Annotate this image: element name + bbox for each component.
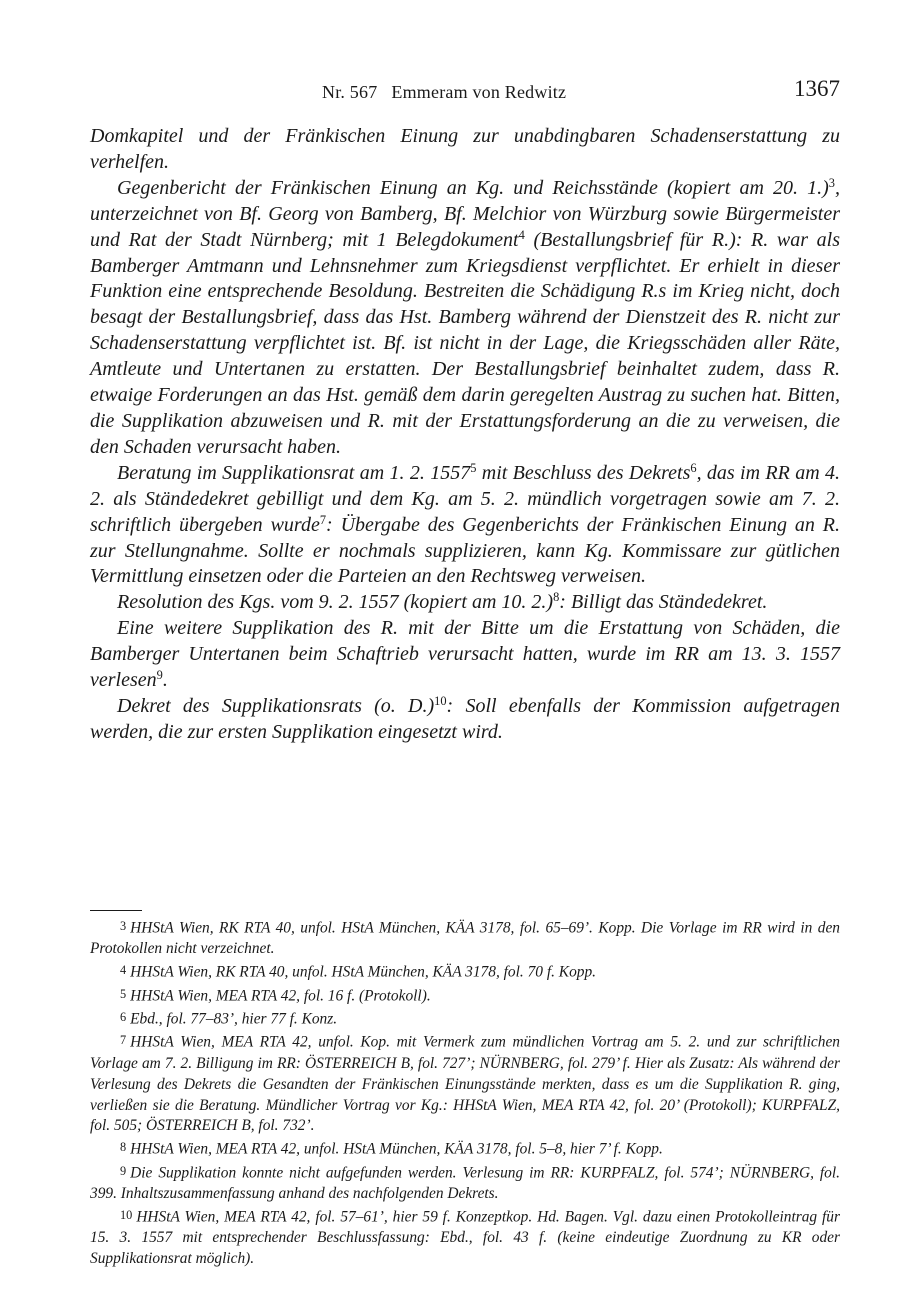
footnote-text: HHStA Wien, RK RTA 40, unfol. HStA München, KÄA 3178, fol. 70 f. Kopp. [130, 963, 596, 981]
footnote-text: HHStA Wien, MEA RTA 42, unfol. HStA München, KÄA 3178, fol. 5–8, hier 7’ f. Kopp. [130, 1140, 663, 1158]
text-run: Resolution des Kgs. vom 9. 2. 1557 (kopiert am 10. 2.) [117, 591, 554, 614]
document-number: Nr. 567 [322, 82, 378, 102]
footnote-number: 6 [120, 1009, 127, 1024]
running-head [322, 82, 566, 103]
running-header [90, 74, 840, 114]
footnote-ref-4: 4 [518, 227, 525, 242]
footnote [90, 1137, 840, 1160]
text-run: Beratung im Supplikationsrat am 1. 2. 1557 [117, 461, 471, 484]
footnote-text: HHStA Wien, RK RTA 40, unfol. HStA München, KÄA 3178, fol. 65–69’. Kopp. Die Vorlage im RR wird in den Protokollen nicht verzeichnet. [90, 919, 840, 958]
text-run: mit Beschluss des Dekrets [476, 461, 691, 484]
footnote-ref-8: 8 [553, 590, 560, 605]
paragraph-continuation: Domkapitel und der Fränkischen Einung zur unabdingbaren Schadenserstattung zu verhelfen. [90, 125, 840, 173]
footnote [90, 1030, 840, 1137]
footnote-number: 4 [120, 963, 127, 978]
footnote-ref-9: 9 [156, 668, 163, 683]
text-run: , unterzeichnet von Bf. Georg von Bamberg, Bf. Melchior von Würzburg sowie Bürgermeister und Rat der Stadt Nürnberg; mit 1 Belegdokument [90, 176, 840, 251]
text-run: , das im RR am 4. 2. als Ständedekret gebilligt und dem Kg. am 5. 2. mündlich vorgetragen sowie am 7. 2. schriftlich übergeben wurde [90, 461, 840, 536]
page-number: 1367 [794, 76, 840, 101]
text-run: Dekret des Supplikationsrats (o. D.) [117, 694, 435, 717]
footnote-ref-6: 6 [690, 460, 697, 475]
footnote-ref-3: 3 [828, 176, 835, 190]
footnote-text: HHStA Wien, MEA RTA 42, unfol. Kop. mit Vermerk zum mündlichen Vortrag am 5. 2. und zur schriftlichen Vorlage am 7. 2. Billigung im RR: ÖSTERREICH B, fol. 727’; NÜRNBERG, fol. 279’ f. Hier als Zusatz: Als während der Verlesung des Dekrets die Gesandten der Fränkischen Einungsstände merkten, dass es um die Supplikation R. ging, verließen sie die Beratung. Mündlicher Vortrag vor Kg.: HHStA Wien, MEA RTA 42, fol. 20’ (Protokoll); KURPFALZ, fol. 505; ÖSTERREICH B, fol. 732’. [90, 1033, 840, 1135]
footnote-text: Die Supplikation konnte nicht aufgefunden werden. Verlesung im RR: KURPFALZ, fol. 574’; NÜRNBERG, fol. 399. Inhaltszusammenfassung anhand des nachfolgenden Dekrets. [90, 1164, 840, 1203]
paragraph-resolution [90, 590, 840, 616]
footnotes [90, 916, 840, 1270]
main-text [90, 124, 840, 746]
paragraph-dekret [90, 694, 840, 746]
footnote-ref-7: 7 [319, 512, 327, 527]
text-run: Gegenbericht der Fränkischen Einung an Kg. und Reichsstände (kopiert am 20. 1.) [117, 176, 829, 199]
footnote-ref-5: 5 [470, 460, 477, 475]
paragraph-beratung [90, 461, 840, 591]
document-title: Emmeram von Redwitz [391, 82, 567, 102]
footnote-text: Ebd., fol. 77–83’, hier 77 f. Konz. [130, 1010, 338, 1028]
text-run: Eine weitere Supplikation des R. mit der Bitte um die Erstattung von Schäden, die Bamberger Untertanen beim Schaftrieb verursacht hatten, wurde im RR am 13. 3. 1557 verlesen [90, 617, 840, 692]
footnote-text: HHStA Wien, MEA RTA 42, fol. 57–61’, hier 59 f. Konzeptkop. Hd. Bagen. Vgl. dazu einen Protokolleintrag für 15. 3. 1557 mit entsprechender Beschlussfassung: Ebd., fol. 43 f. (keine eindeutige Zuordnung zu KR oder Supplikationsrat möglich). [90, 1208, 840, 1268]
footnote [90, 960, 840, 983]
footnote-separator [90, 910, 142, 911]
footnote [90, 1205, 840, 1270]
footnote [90, 916, 840, 960]
footnote-number: 3 [120, 919, 127, 933]
footnote-number: 10 [120, 1207, 133, 1222]
footnote-number: 5 [120, 986, 127, 1001]
text-run: : Übergabe des Gegenberichts der Fränkischen Einung an R. zur Stellungnahme. Sollte er nochmals supplizieren, kann Kg. Kommissare zur gütlichen Vermittlung einsetzen oder die Parteien an den Rechtsweg verweisen. [90, 513, 840, 588]
text-run: (Bestallungsbrief für R.): R. war als Bamberger Amtmann und Lehnsnehmer zum Kriegsdienst verpflichtet. Er erhielt in dieser Funktion eine entsprechende Besoldung. Bestreiten die Schädigung R.s im Krieg nicht, doch besagt der Bestallungsbrief, dass das Hst. Bamberg während der Dienstzeit des R. nicht zur Schadenserstattung verpflichtet ist. Bf. ist nicht in der Lage, die Kriegsschäden aller Räte, Amtleute und Untertanen zu erstatten. Der Bestallungsbrief beinhaltet zudem, dass R. etwaige Forderungen an das Hst. gemäß dem darin geregelten Austrag zu suchen hat. Bitten, die Supplikation abzuweisen und R. mit der Erstattungsforderung an die zu verweisen, die den Schaden verursacht haben. [90, 228, 840, 458]
footnote [90, 984, 840, 1007]
text-run: : Billigt das Ständedekret. [559, 591, 768, 614]
footnote-number: 7 [120, 1033, 127, 1048]
footnote-ref-10: 10 [434, 694, 447, 709]
footnote [90, 1007, 840, 1030]
paragraph-supplikation [90, 616, 840, 694]
footnote [90, 1161, 840, 1205]
text-run: . [162, 669, 168, 692]
footnote-text: HHStA Wien, MEA RTA 42, fol. 16 f. (Protokoll). [130, 987, 431, 1005]
footnote-number: 9 [120, 1163, 127, 1178]
footnote-number: 8 [120, 1140, 127, 1155]
paragraph-gegenbericht [90, 176, 840, 461]
text-run: : Soll ebenfalls der Kommission aufgetragen werden, die zur ersten Supplikation eingesetzt wird. [90, 694, 841, 743]
